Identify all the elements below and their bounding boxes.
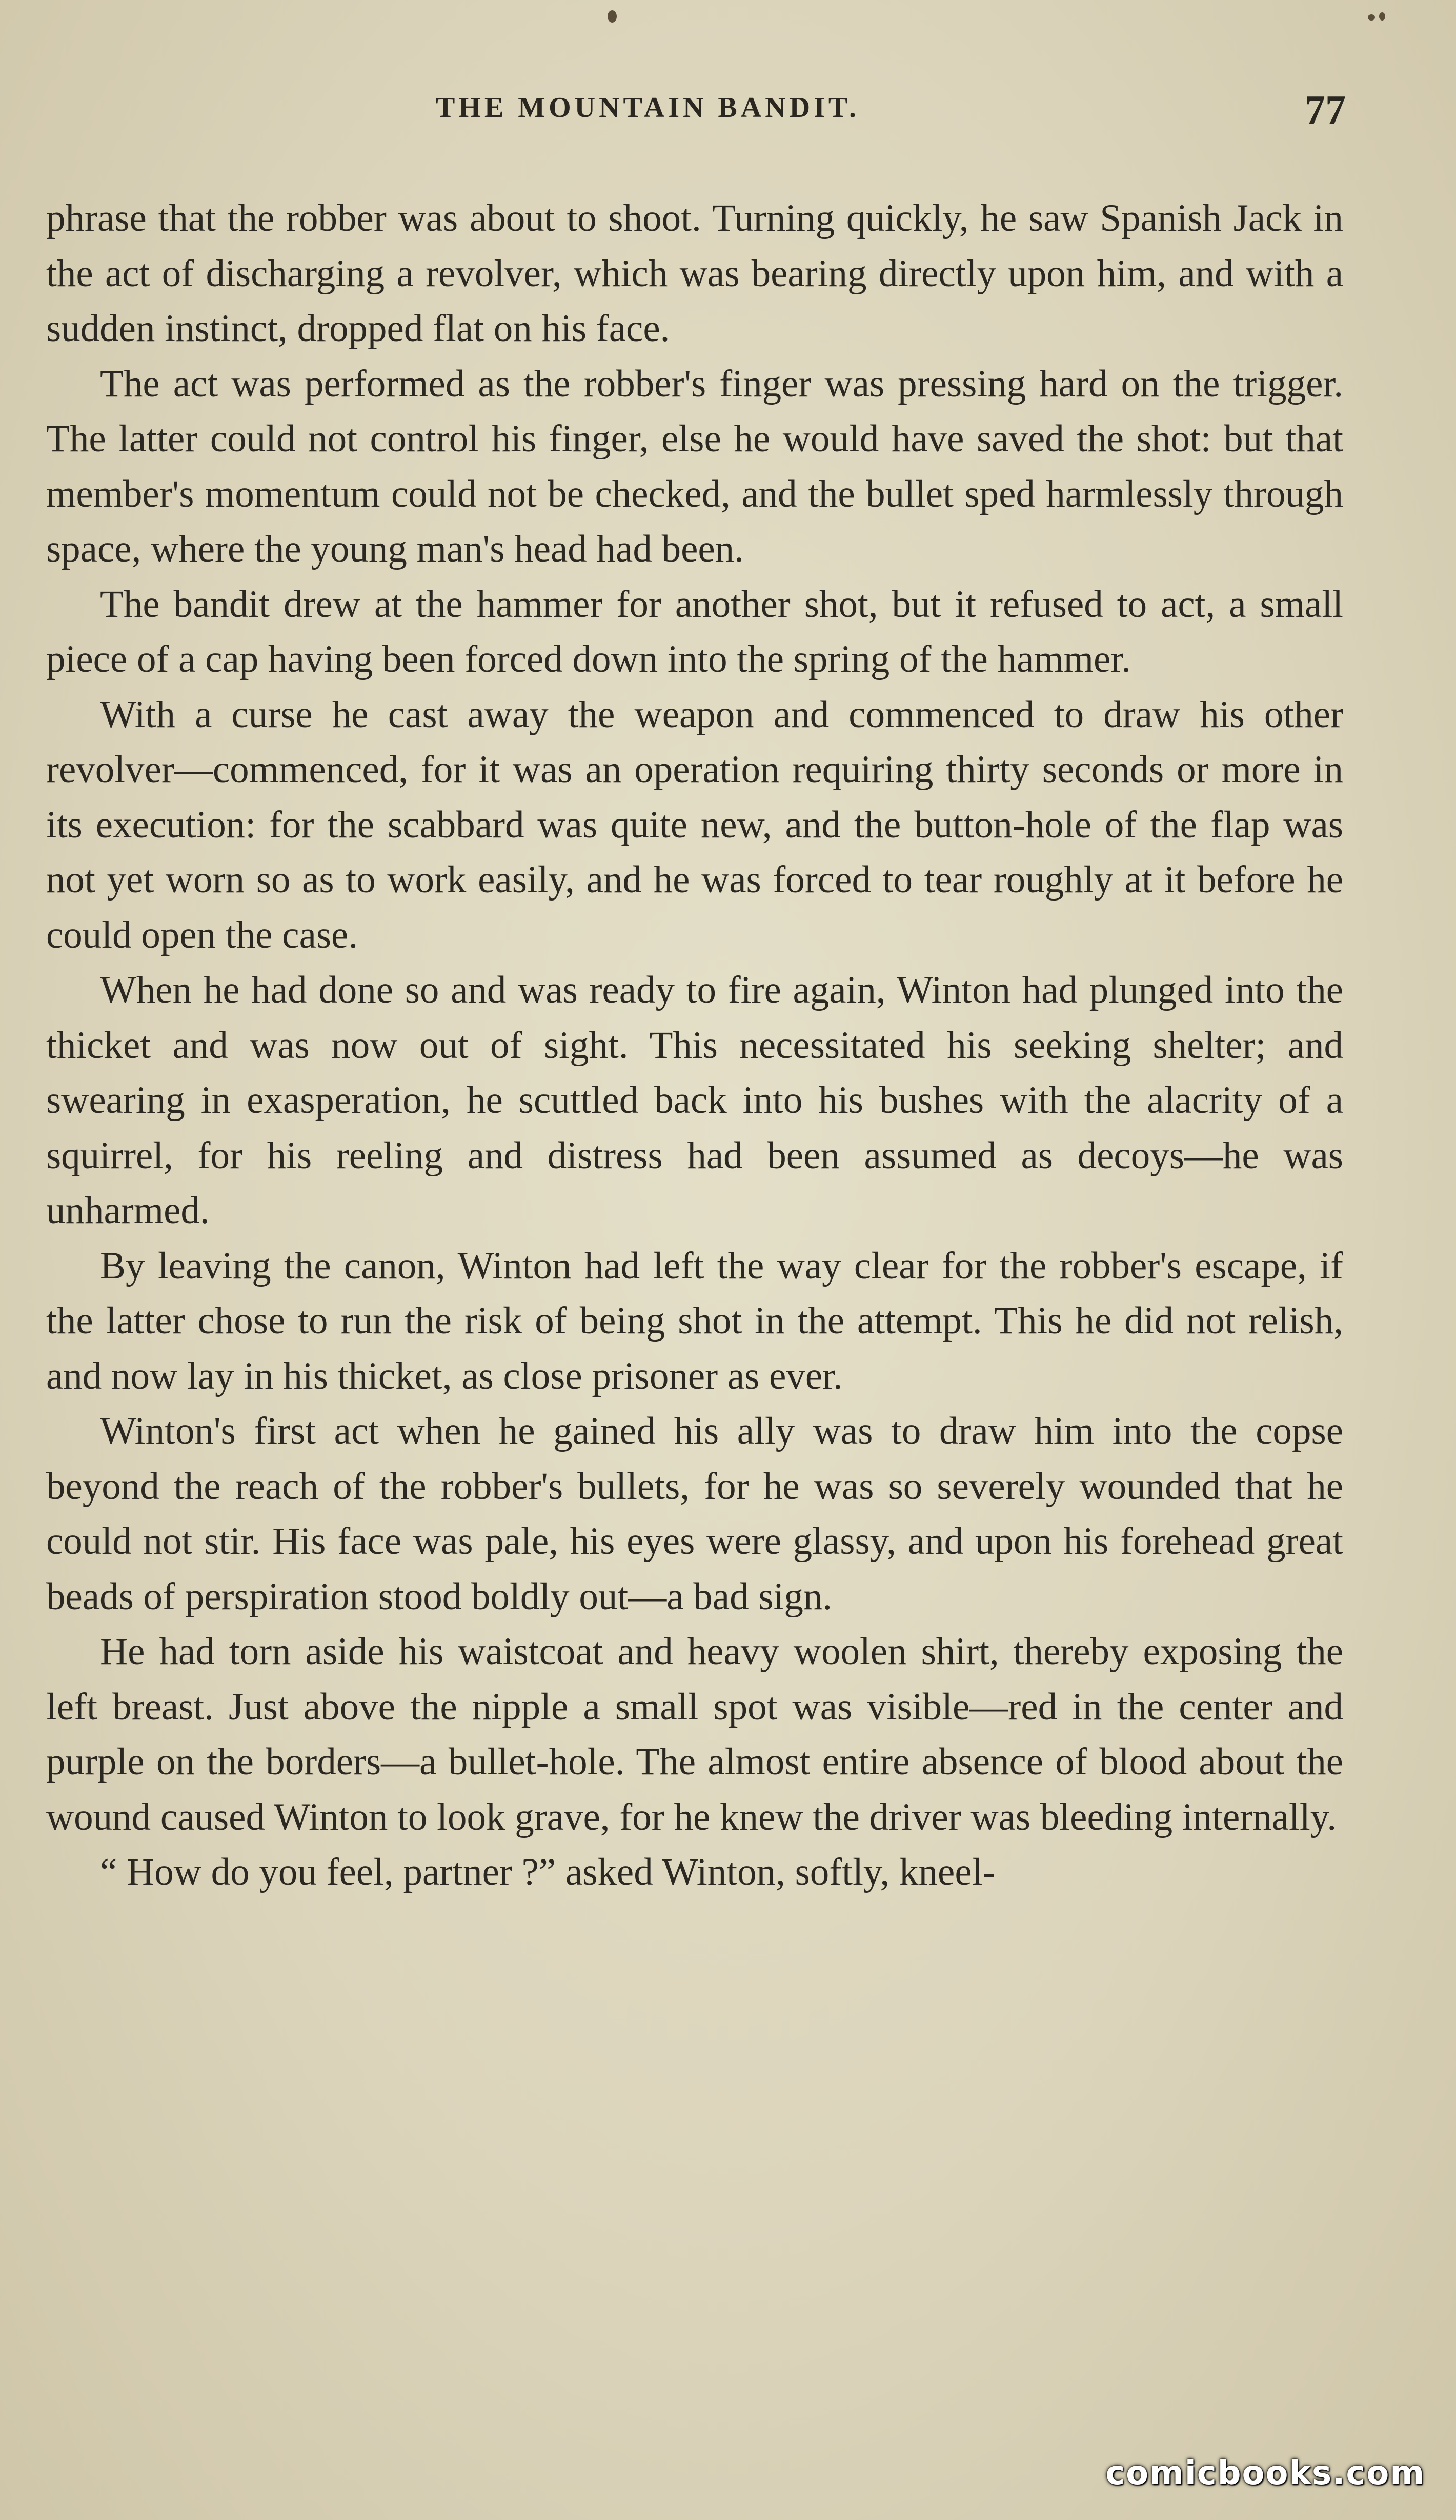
paragraph: Winton's first act when he gained his ally was to draw him into the copse beyond the reach of the robber's bullets, for he was so severely wounded that he could not stir. His face was pale, his eyes were glassy, and upon his forehead great beads of perspiration stood boldly out—a bad sign. bbox=[46, 1410, 1343, 1618]
running-title: THE MOUNTAIN BANDIT. bbox=[436, 92, 860, 124]
paragraph: “ How do you feel, partner ?” asked Winton, softly, kneel- bbox=[100, 1851, 996, 1893]
ink-speck bbox=[1368, 14, 1375, 21]
body-text bbox=[46, 191, 1343, 1900]
ink-speck bbox=[1379, 12, 1385, 21]
paragraph: The act was performed as the robber's finger was pressing hard on the trigger. The latter could not control his finger, else he would have saved the shot: but that member's momentum could not be checked, and the bullet sped harmlessly through space, where the young man's head had been. bbox=[46, 362, 1343, 570]
paragraph: He had torn aside his waistcoat and heavy woolen shirt, thereby exposing the left breast. Just above the nipple a small spot was visible—red in the center and purple on the borders—a bullet-hole. The almost entire absence of blood about the wound caused Winton to look grave, for he knew the driver was bleeding internally. bbox=[46, 1630, 1343, 1838]
paragraph: With a curse he cast away the weapon and commenced to draw his other revolver—commenced, for it was an operation requiring thirty seconds or more in its execution: for the scabbard was quite new, and the button-hole of the flap was not yet worn so as to work easily, and he was forced to tear roughly at it before he could open the case. bbox=[46, 693, 1343, 956]
watermark: comicbooks.com bbox=[1105, 2454, 1425, 2492]
page-number: 77 bbox=[1305, 88, 1346, 133]
paragraph: When he had done so and was ready to fire again, Winton had plunged into the thicket and was now out of sight. This necessitated his seeking shelter; and swearing in exasperation, he scuttled back into his bushes with the alacrity of a squirrel, for his reeling and distress had been assumed as decoys—he was unharmed. bbox=[46, 969, 1343, 1232]
paragraph: phrase that the robber was about to shoot. Turning quickly, he saw Spanish Jack in the act of discharging a revolver, which was bearing directly upon him, and with a sudden instinct, dropped flat on his face. bbox=[46, 197, 1343, 350]
paragraph: The bandit drew at the hammer for another shot, but it refused to act, a small piece of a cap having been forced down into the spring of the hammer. bbox=[46, 583, 1343, 681]
page-header bbox=[0, 88, 1456, 137]
ink-speck bbox=[608, 10, 617, 23]
paragraph: By leaving the canon, Winton had left the way clear for the robber's escape, if the latter chose to run the risk of being shot in the attempt. This he did not relish, and now lay in his thicket, as close prisoner as ever. bbox=[46, 1244, 1343, 1397]
